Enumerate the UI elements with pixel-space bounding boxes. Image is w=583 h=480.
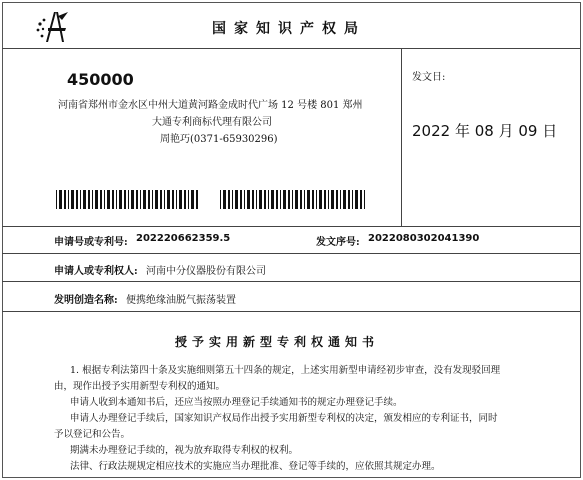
- contact: 周艳巧(0371-65930296): [160, 134, 278, 145]
- cnipa-logo-icon: [34, 10, 72, 44]
- barcode-right: [220, 190, 368, 209]
- fields-top-divider: [2, 226, 580, 227]
- send-date-value: 2022 年 08 月 09 日: [412, 122, 558, 140]
- serial-number-label: 发文序号:: [316, 237, 360, 248]
- notice-paragraph-3-line-1: 申请人办理登记手续后，国家知识产权局作出授予实用新型专利权的决定，颁发相应的专利证书，同时: [70, 413, 498, 424]
- applicant-value: 河南中分仪器股份有限公司: [146, 266, 266, 277]
- postcode: 450000: [67, 70, 134, 89]
- notice-paragraph-5: 法律、行政法规规定相应技术的实施应当办理批准、登记等手续的，应依照其规定办理。: [70, 461, 441, 472]
- fields-divider-2: [2, 281, 580, 282]
- applicant-label: 申请人或专利权人:: [54, 266, 138, 277]
- address-line-2: 大通专利商标代理有限公司: [152, 117, 272, 128]
- serial-number-value: 2022080302041390: [368, 233, 480, 244]
- notice-title: 授予实用新型专利权通知书: [175, 335, 380, 349]
- date-column-divider: [401, 48, 402, 226]
- notice-paragraph-3-line-2: 予以登记和公告。: [54, 429, 131, 440]
- application-number-value: 202220662359.5: [136, 233, 231, 244]
- address-line-1: 河南省郑州市金水区中州大道黄河路金成时代广场 12 号楼 801 郑州: [58, 100, 363, 111]
- application-number-label: 申请号或专利号:: [54, 237, 128, 248]
- office-title: 国家知识产权局: [212, 21, 366, 37]
- notice-paragraph-1-line-2: 由，现作出授予实用新型专利权的通知。: [54, 381, 226, 392]
- fields-divider-1: [2, 253, 580, 254]
- notice-paragraph-2: 申请人收到本通知书后，还应当按照办理登记手续通知书的规定办理登记手续。: [70, 397, 403, 408]
- send-date-label: 发文日:: [412, 72, 446, 83]
- fields-bottom-divider: [2, 311, 580, 312]
- invention-title-value: 便携绝缘油脱气振荡装置: [126, 295, 236, 306]
- invention-title-label: 发明创造名称:: [54, 295, 118, 306]
- notice-paragraph-1-line-1: 1. 根据专利法第四十条及实施细则第五十四条的规定，上述实用新型申请经初步审查，没有发现驳回理: [70, 365, 501, 376]
- header-divider: [2, 48, 580, 49]
- barcode-left: [56, 190, 202, 209]
- notice-paragraph-4: 期满未办理登记手续的，视为放弃取得专利权的权利。: [70, 445, 299, 456]
